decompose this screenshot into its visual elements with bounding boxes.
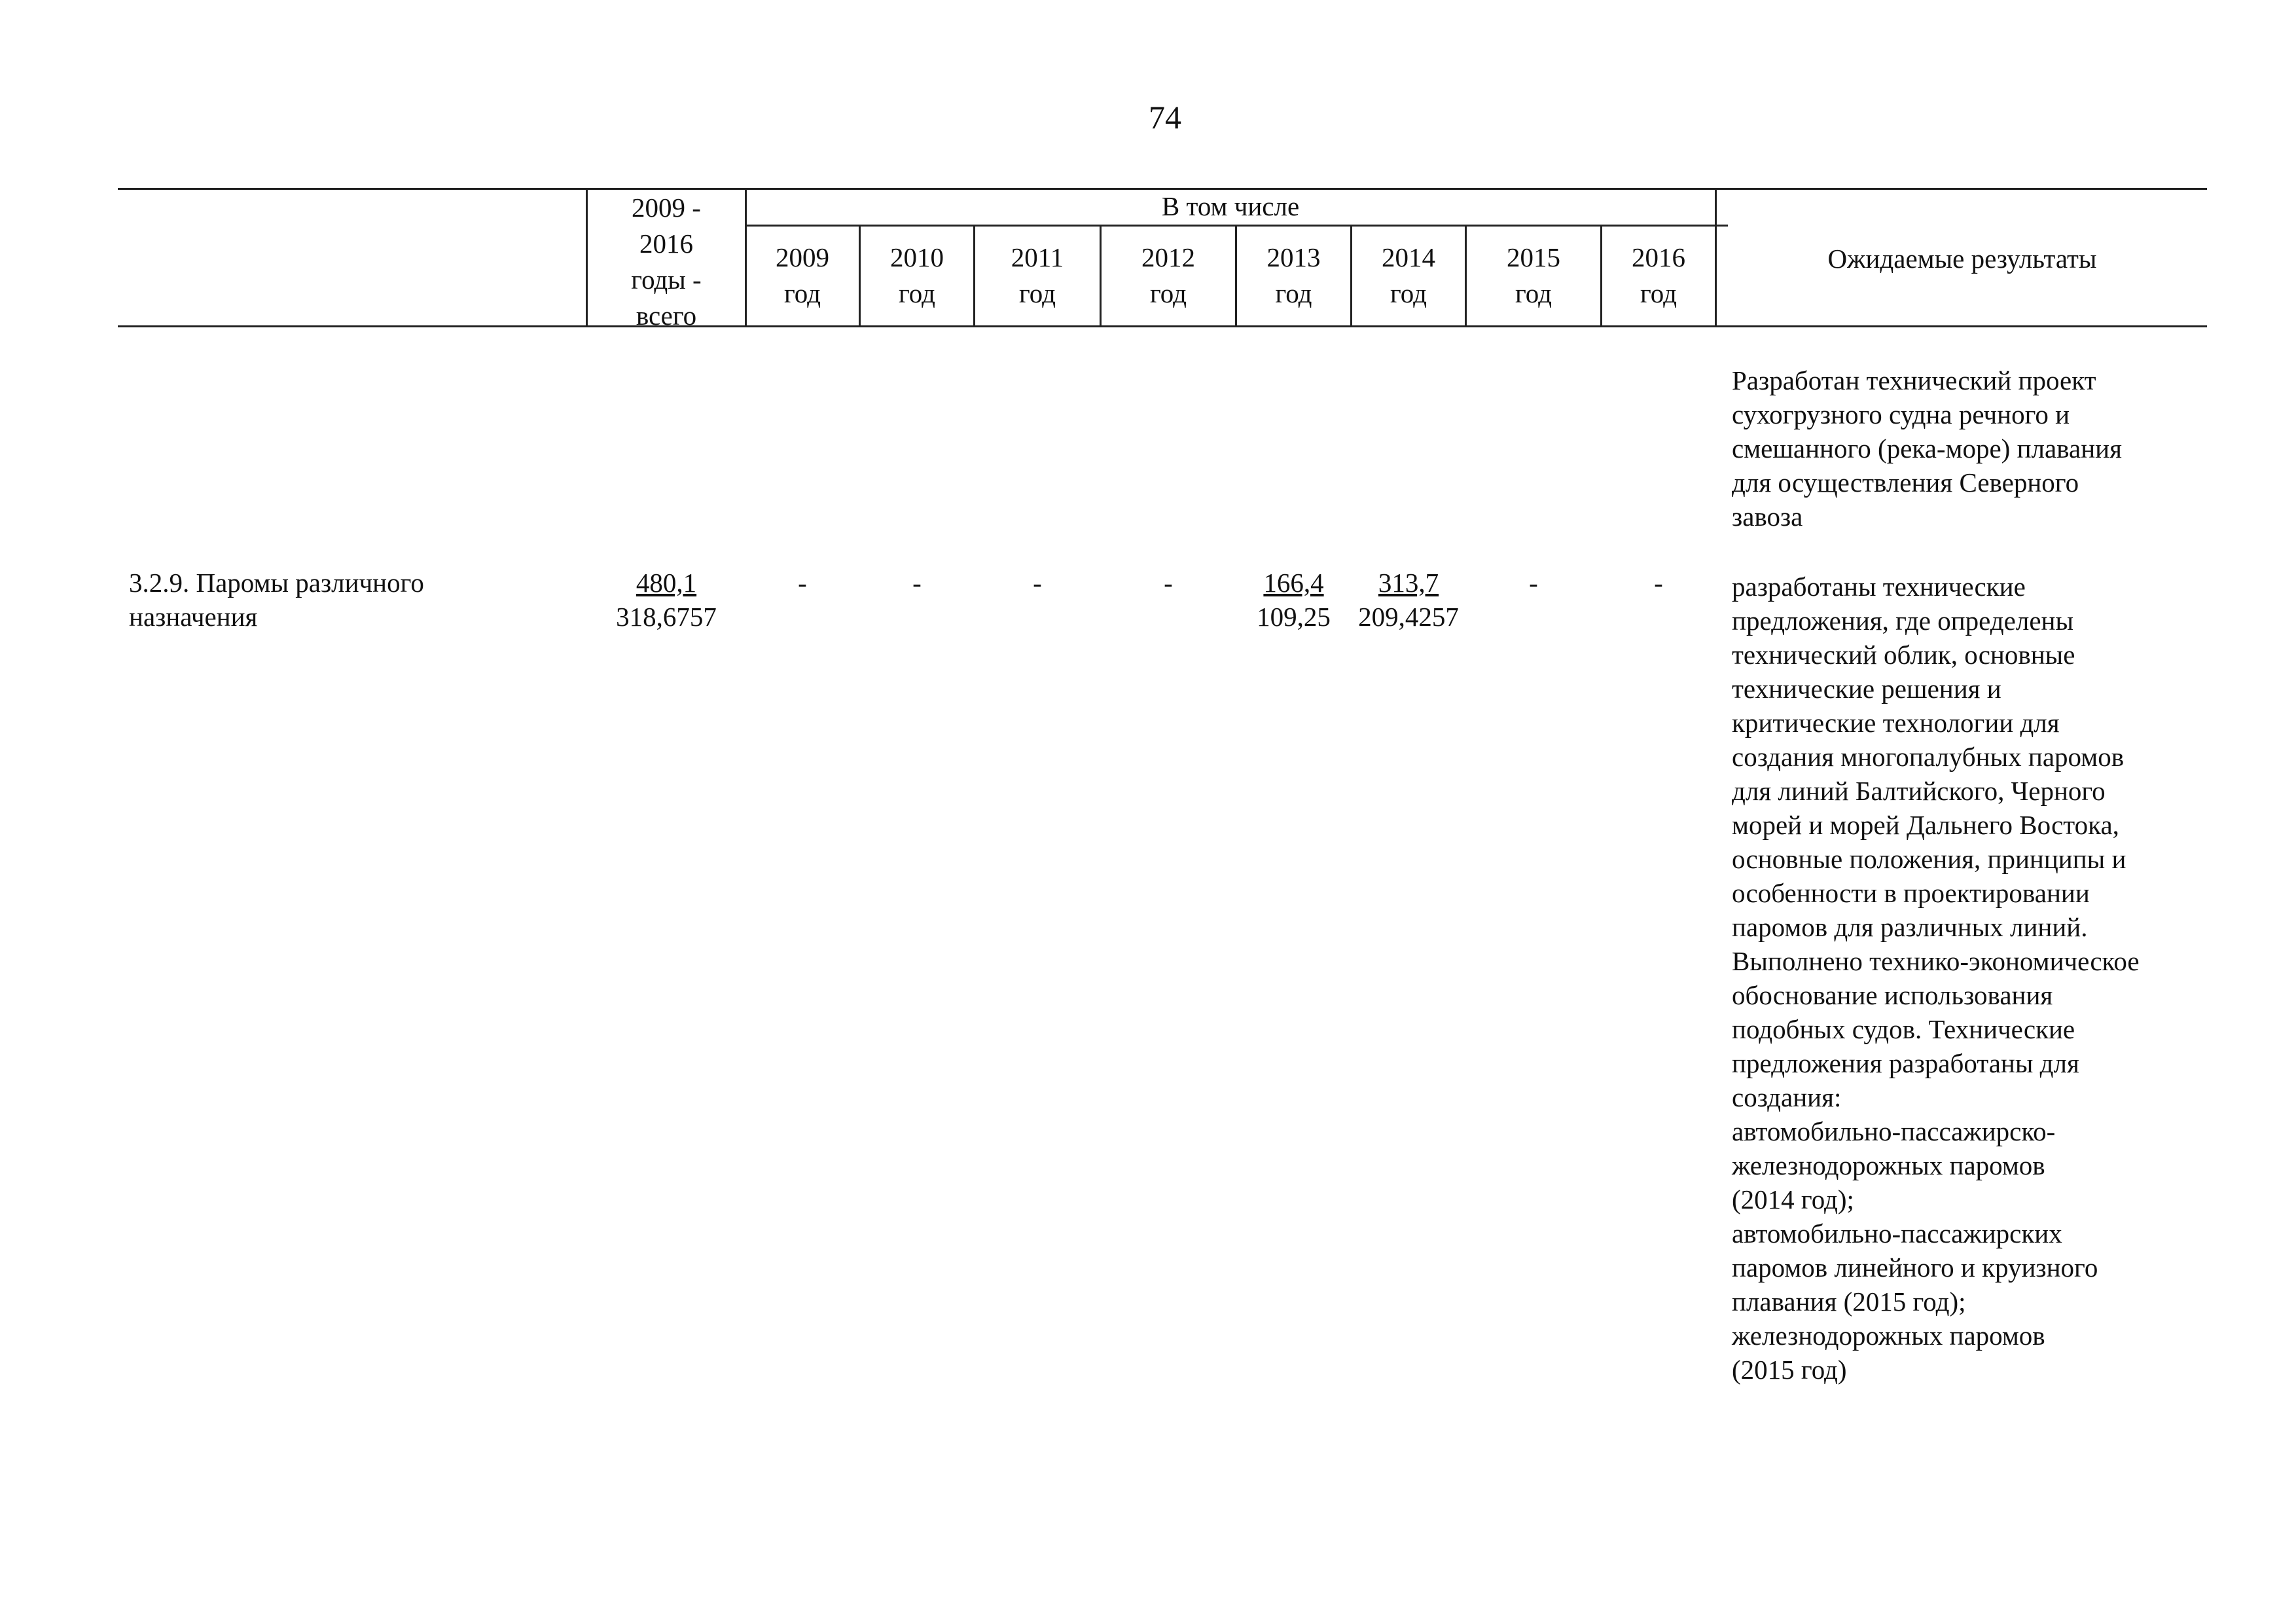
header-year-2015: 2015 год: [1507, 242, 1560, 308]
row-2010: -: [912, 568, 922, 598]
header-year-2010: 2010 год: [890, 242, 944, 308]
header-year-2011: 2011 год: [1011, 242, 1064, 308]
header-results: Ожидаемые результаты: [1827, 244, 2097, 274]
page-number: 74: [1149, 99, 1181, 136]
header-year-2009: 2009 год: [776, 242, 829, 308]
row-name: 3.2.9. Паромы различного назначения: [129, 568, 424, 632]
row-result-text: разработаны технические предложения, где определены технический облик, основные технические решения и критические технологии для создания многопалубных паромов для линий Балтийского, Черного морей и морей Дальнего Востока, основные положения, принципы и особенности в проектировании паромов для различных линий. Выполнено технико-экономическое обоснование использования подобных судов. Технические предложения разработаны для создания: автомобильно-пассажирско- железнодорожных паромов (2014 год); автомобильно-пассажирских паромов линейного и круизного плавания (2015 год); железнодорожных паромов (2015 год): [1732, 572, 2140, 1385]
header-year-2012: 2012 год: [1141, 242, 1195, 308]
row-2013: 166,4 109,25: [1257, 568, 1331, 632]
row-2012: -: [1164, 568, 1173, 598]
row-total: 480,1 318,6757: [616, 568, 717, 632]
row-2015: -: [1529, 568, 1538, 598]
row-2009: -: [798, 568, 807, 598]
header-mid-rule: [746, 225, 1728, 227]
row-2011: -: [1033, 568, 1042, 598]
row-2014: 313,7 209,4257: [1358, 568, 1459, 632]
header-total: 2009 - 2016 годы - всего: [631, 192, 702, 331]
header-bottom-rule: [118, 325, 2207, 327]
header-year-2014: 2014 год: [1382, 242, 1435, 308]
header-in-that-number: В том числе: [1161, 191, 1300, 221]
prev-result-text: Разработан технический проект сухогрузного судна речного и смешанного (река-море) плавания для осуществления Северного завоза: [1732, 365, 2122, 532]
header-year-2013: 2013 год: [1266, 242, 1321, 308]
header-year-2016: 2016 год: [1632, 242, 1685, 308]
row-2016: -: [1654, 568, 1663, 598]
